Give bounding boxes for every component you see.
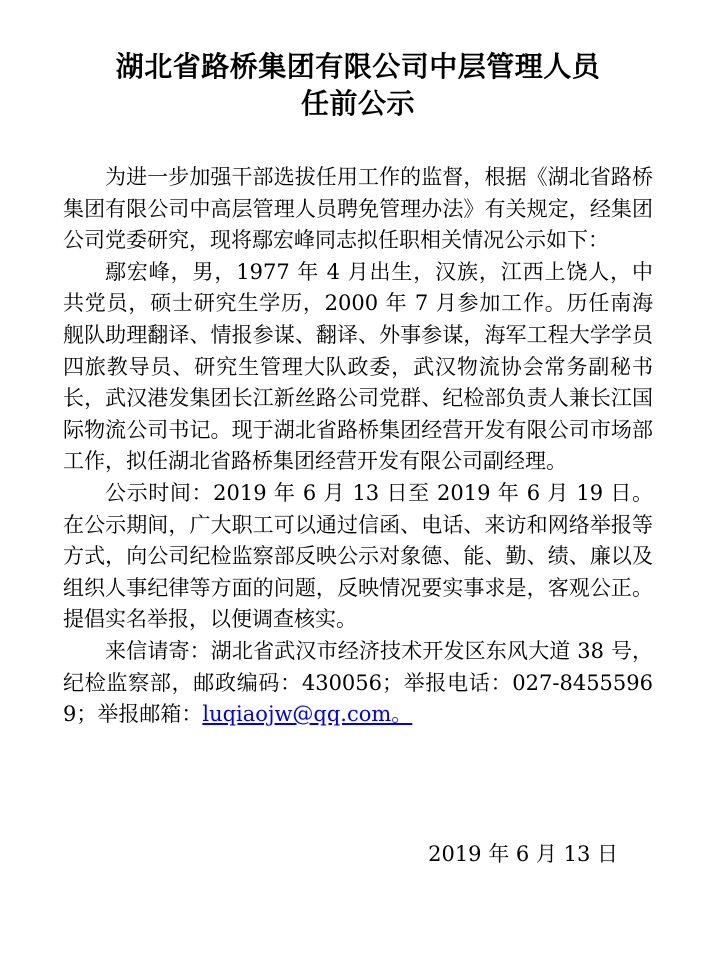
title-line-2: 任前公示: [300, 87, 415, 120]
paragraph-biography: 鄢宏峰，男，1977 年 4 月出生，汉族，江西上饶人，中共党员，硕士研究生学历，2000 年 7 月参加工作。历任南海舰队助理翻译、情报参谋、翻译、外事参谋，海军工程大学学员四旅教导员、研究生管理大队政委，武汉物流协会常务副秘书长，武汉港发集团长江新丝路公司党群、纪检部负责人兼长江国际物流公司书记。现于湖北省路桥集团经营开发有限公司市场部工作，拟任湖北省路桥集团经营开发有限公司副经理。: [63, 259, 653, 474]
paragraph-contact: [63, 636, 653, 731]
contact-text: 来信请寄：湖北省武汉市经济技术开发区东风大道 38 号，纪检监察部，邮政编码：430056；举报电话：027-84555969；举报邮箱：: [63, 638, 653, 727]
document-title: [63, 48, 653, 122]
paragraph-publicity-period: 公示时间：2019 年 6 月 13 日至 2019 年 6 月 19 日。在公示期间，广大职工可以通过信函、电话、来访和网络举报等方式，向公司纪检监察部反映公示对象德、能、勤、绩、廉以及组织人事纪律等方面的问题，反映情况要实事求是，客观公正。提倡实名举报，以便调查核实。: [63, 480, 653, 632]
paragraph-intro: 为进一步加强干部选拔任用工作的监督，根据《湖北省路桥集团有限公司中高层管理人员聘免管理办法》有关规定，经集团公司党委研究，现将鄢宏峰同志拟任职相关情况公示如下：: [63, 165, 653, 253]
report-email-link[interactable]: luqiaojw@qq.com。: [202, 702, 413, 727]
document-date: 2019 年 6 月 13 日: [428, 841, 618, 866]
document-page: [0, 48, 710, 969]
document-body: [63, 162, 653, 731]
title-line-1: 湖北省路桥集团有限公司中层管理人员: [115, 50, 601, 83]
